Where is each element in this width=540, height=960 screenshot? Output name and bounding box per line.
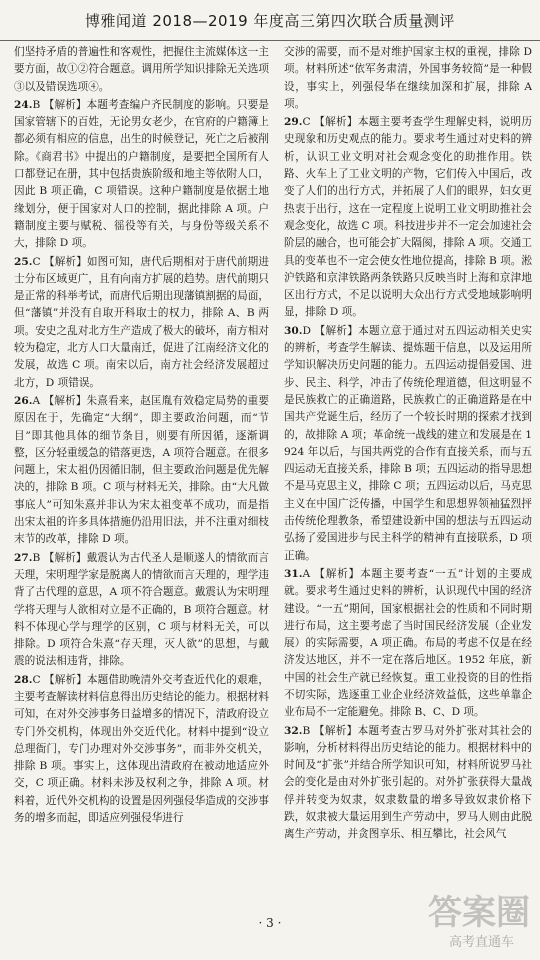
answer-paragraph <box>284 566 532 722</box>
question-number: 28. <box>14 673 33 686</box>
question-number: 25. <box>14 255 33 268</box>
answer-paragraph <box>284 323 532 565</box>
answer-paragraph <box>14 393 269 549</box>
answer-text: 们坚持矛盾的普遍性和客观性，把握住主流媒体这一主要方面，故①②符合题意。调用所学知识排除无关选项③以及错误选项④。 <box>14 46 269 93</box>
header-title: 博雅闻道 2018—2019 年度高三第四次联合质量测评 <box>85 11 455 30</box>
answer-paragraph <box>284 44 532 113</box>
page-number: · 3 · <box>258 916 282 930</box>
page-header <box>0 0 540 41</box>
answer-paragraph <box>284 723 532 844</box>
right-column <box>284 44 532 914</box>
watermark-logo: 答案圈 <box>428 893 530 933</box>
answer-text: A 【解析】朱熹看来，赵匡胤有效稳定局势的重要原因在于，先确定“大纲”，即主要政治问题，而“节目”即其他具体的细节条目，则要有所因循，逐渐调整，区分轻重缓急的错落更迭，A 项符合题意。在很多问题上，宋太祖仍因循旧制，但主要政治问题是优先解决的，排除 B 项。C 项与材料无关，排除。由“大凡做事底人”可知朱熹并非认为宋太祖变革不成功，而是指出宋太祖的许多具体措施仍沿用旧法，并不注重对细枝末节的改革，排除 D 项。 <box>14 394 269 546</box>
answer-paragraph <box>14 254 269 392</box>
answer-text: C 【解析】本题主要考查学生理解史料，说明历史现象和历史观点的能力。要求考生通过对史料的辨析，认识工业文明对社会观念变化的助推作用。铁路、火车上了工业文明的产物，它们传入中国后，改变了人们的出行方式，并拓展了人们的眼界，妇女更热衷于出行，这在一定程度上说明工业文明助推社会观念变化，故选 C 项。科技进步并不一定会加速社会阶层的融合，也可能会扩大隔阂，排除 A 项。交通工具的变革也不一定会使女性地位提高，排除 B 项。淞沪铁路和京津铁路两条铁路只反映当时上海和京津地区出行方式，不足以说明大众出行方式受地域影响明显，排除 D 项。 <box>284 116 532 319</box>
answer-text: B 【解析】戴震认为古代圣人是顺遂人的情欲而言天理，宋明理学家是脱离人的情欲而言天理的，理学违背了古代理的意思，A 项不符合题意。戴震认为宋明理学将天理与人欲相对立是不正确的，B 项符合题意。材料不体现心学与理学的区别，C 项与材料无关，可以排除。D 项符合朱熹“存天理，灭人欲”的思想，与戴震的说法相违背，排除。 <box>14 551 269 668</box>
answer-text: B 【解析】本题考查古罗马对外扩张对其社会的影响，分析材料得出历史结论的能力。根据材料中的时间及“扩张”并结合所学知识可知，材料所说罗马社会的变化是由对外扩张引起的。对外扩张获得大量战俘并转变为奴隶，奴隶数量的增多导致奴隶价格下跌，奴隶被大量运用到生产劳动中，罗马人则由此脱离生产劳动，并贪图享乐、相互攀比，社会风气 <box>284 724 532 841</box>
answer-text: D 【解析】本题立意于通过对五四运动相关史实的辨析，考查学生解读、提炼题干信息，以及运用所学知识解决历史问题的能力。五四运动提倡爱国、进步、民主、科学，冲击了传统伦理道德，但这明显不是民族救亡的正确道路，民族救亡的正确道路是在中国共产党诞生后，经历了一个较长时期的探索才找到的，故排除 A 项；革命统一战线的建立和发展是在 1924 年以后，与国共两党的合作有直接关系，而与五四运动无直接关系，排除 B 项；五四运动的指导思想不是马克思主义，排除 C 项；五四运动以后，马克思主义在中国广泛传播，中国学生和思想界领袖猛烈抨击传统伦理教条，希望建设新中国的想法与五四运动弘扬了爱国进步与民主科学的精神有直接联系，D 项正确。 <box>284 324 532 562</box>
answer-paragraph <box>14 672 269 828</box>
question-number: 29. <box>284 116 303 129</box>
answer-text: 交涉的需要，而不是对维护国家主权的重视，排除 D 项。材料所述“依军务肃清，外国事务较简”是一种假设，事实上，列强侵华在继续加深和扩展，排除 A 项。 <box>284 46 532 110</box>
answer-paragraph <box>284 114 532 322</box>
question-number: 26. <box>14 394 33 407</box>
question-number: 31. <box>284 567 303 580</box>
answer-text: A 【解析】本题主要考查“一五”计划的主要成就。要求考生通过史料的辨析，认识现代中国的经济建设。“一五”期间，国家根据社会的性质和不同时期进行布局，这主要考虑了当时国民经济发展（企业发展）的实际需要，A 项正确。布局的考虑不仅是在经济发达地区，并不一定在落后地区。1952 年底，新中国的社会生产就已经恢复。重工业投资的目的性指不切实际，选逐重工业企业经济效益低，这些单靠企业布局不一定能避免。排除 B、C、D 项。 <box>284 567 532 719</box>
answer-text: C 【解析】本题借助晚清外交考查近代化的艰难，主要考查解读材料信息得出历史结论的能力。根据材料可知，在对外交涉事务日益增多的情况下，清政府设立专门外交机构，体现出外交近代化。材料中提到“设立总理衙门，专门办理对外交涉事务”，而非外交机关，排除 B 项。事实上，这体现出清政府在被动地适应外交，C 项正确。材料未涉及权利之争，排除 A 项。材料着，近代外交机构的设置是因列强侵华造成的交涉事务的增多而起，即适应列强侵华进行 <box>14 673 269 825</box>
answer-text: C 【解析】如图可知，唐代后期相对于唐代前期进士分布区域更广，且有向南方扩展的趋势。唐代前期只是正常的科举考试，而唐代后期出现藩镇割据的局面，但“藩镇”并没有自取开科取士的权力，排除 A、B 两项。安史之乱对北方生产造成了极大的破坏，南方相对较为稳定，北方人口大量南迁，促进了江南经济文化的发展，故选 C 项。南宋以后，南方社会经济发展超过北方，D 项错误。 <box>14 255 269 389</box>
question-number: 30. <box>284 324 303 337</box>
question-number: 32. <box>284 724 303 737</box>
answer-paragraph <box>14 550 269 671</box>
question-number: 27. <box>14 551 33 564</box>
watermark-caption: 高考直通车 <box>448 935 514 950</box>
answer-paragraph <box>14 44 269 96</box>
question-number: 24. <box>14 98 33 111</box>
answer-text: B 【解析】本题考查编户齐民制度的影响。只要是国家管辖下的百姓，无论男女老少，在官府的户籍簿上都必须有相应的信息，出生的时候登记，死亡之后被削除。《商君书》中提出的户籍制度，是要把全国所有人口都登记在册，其中包括贵族阶级和地主等依附人口，因此 B 项正确，C 项错误。这种户籍制度是依据土地缘划分，便于国家对人口的控制，据此排除 A 项。户籍制度主要与赋税、徭役等有关，与身份等级关系不大，排除 D 项。 <box>14 98 269 250</box>
answer-paragraph <box>14 97 269 253</box>
left-column <box>14 44 269 914</box>
